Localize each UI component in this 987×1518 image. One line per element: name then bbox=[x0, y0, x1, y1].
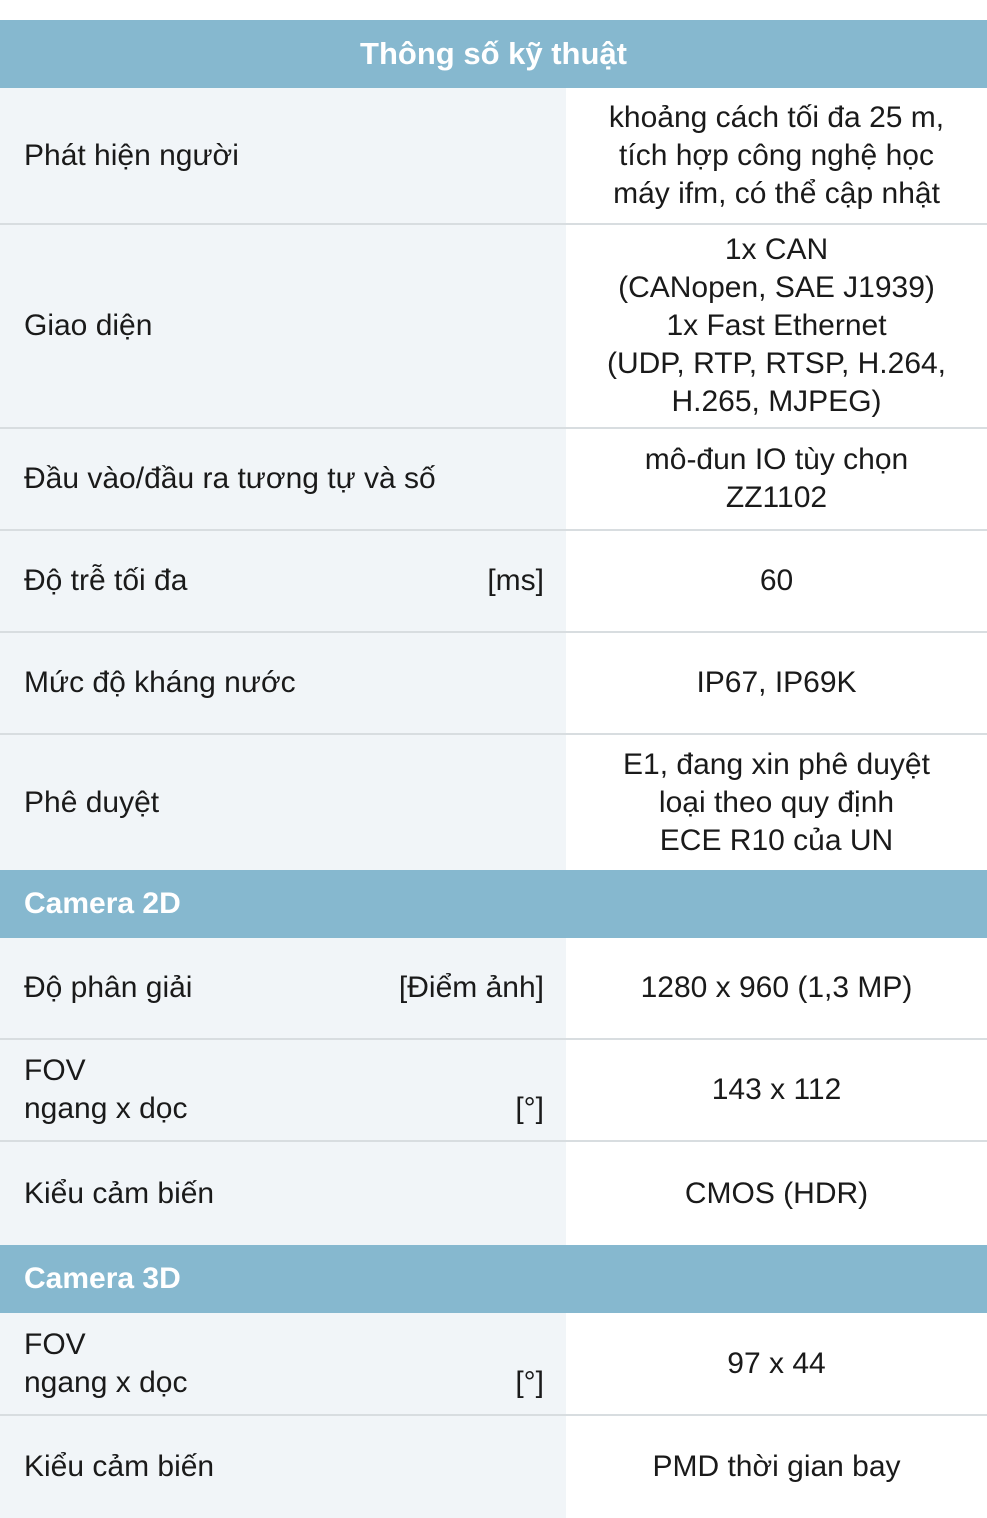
spec-row-resolution bbox=[0, 938, 987, 1040]
spec-value: 1x CAN (CANopen, SAE J1939) 1x Fast Ethernet (UDP, RTP, RTSP, H.264, H.265, MJPEG) bbox=[566, 225, 987, 427]
spec-label: FOV ngang x dọc bbox=[24, 1054, 188, 1125]
spec-unit: [ms] bbox=[487, 564, 544, 597]
spec-label-cell bbox=[0, 1416, 566, 1518]
spec-label-cell bbox=[0, 225, 566, 427]
spec-label-cell bbox=[0, 429, 566, 529]
spec-row-sensor-2d bbox=[0, 1142, 987, 1245]
spec-row-interface bbox=[0, 225, 987, 429]
spec-value: mô-đun IO tùy chọn ZZ1102 bbox=[566, 429, 987, 529]
spec-value: PMD thời gian bay bbox=[566, 1416, 987, 1518]
spec-label-cell bbox=[0, 735, 566, 870]
section-header-camera-3d: Camera 3D bbox=[0, 1245, 987, 1313]
spec-value: khoảng cách tối đa 25 m, tích hợp công nghệ học máy ifm, có thể cập nhật bbox=[566, 88, 987, 223]
spec-label-cell bbox=[0, 1142, 566, 1245]
spec-table-title: Thông số kỹ thuật bbox=[0, 20, 987, 88]
section-header-camera-2d: Camera 2D bbox=[0, 870, 987, 938]
spec-label: Đầu vào/đầu ra tương tự và số bbox=[24, 462, 436, 495]
spec-value: CMOS (HDR) bbox=[566, 1142, 987, 1245]
spec-label: Phê duyệt bbox=[24, 785, 160, 819]
spec-value: 60 bbox=[566, 531, 987, 631]
spec-label-cell bbox=[0, 1040, 566, 1140]
spec-label-cell bbox=[0, 1313, 566, 1414]
spec-value: 143 x 112 bbox=[566, 1040, 987, 1140]
spec-label-cell bbox=[0, 531, 566, 631]
spec-row-person-detection bbox=[0, 88, 987, 225]
spec-row-max-latency bbox=[0, 531, 987, 633]
spec-unit: [°] bbox=[515, 1092, 544, 1125]
spec-label: Giao diện bbox=[24, 309, 153, 342]
spec-label: Mức độ kháng nước bbox=[24, 666, 296, 699]
spec-row-sensor-3d bbox=[0, 1416, 987, 1518]
spec-unit: [°] bbox=[515, 1366, 544, 1399]
spec-value: 1280 x 960 (1,3 MP) bbox=[566, 938, 987, 1038]
spec-label-cell bbox=[0, 938, 566, 1038]
spec-label: Kiểu cảm biến bbox=[24, 1176, 215, 1210]
spec-label: Phát hiện người bbox=[24, 138, 239, 172]
spec-label-cell bbox=[0, 633, 566, 733]
spec-value: 97 x 44 bbox=[566, 1313, 987, 1414]
spec-row-fov-3d bbox=[0, 1313, 987, 1416]
spec-label-cell bbox=[0, 88, 566, 223]
spec-row-approval bbox=[0, 735, 987, 870]
top-margin bbox=[0, 0, 987, 20]
spec-label: FOV ngang x dọc bbox=[24, 1328, 188, 1399]
spec-value: IP67, IP69K bbox=[566, 633, 987, 733]
spec-value: E1, đang xin phê duyệt loại theo quy định ECE R10 của UN bbox=[566, 735, 987, 870]
spec-label: Độ trễ tối đa bbox=[24, 564, 188, 597]
spec-row-fov-2d bbox=[0, 1040, 987, 1142]
spec-unit: [Điểm ảnh] bbox=[398, 971, 544, 1004]
spec-label: Độ phân giải bbox=[24, 971, 193, 1004]
spec-row-io bbox=[0, 429, 987, 531]
spec-row-water-resistance bbox=[0, 633, 987, 735]
spec-label: Kiểu cảm biến bbox=[24, 1450, 215, 1483]
